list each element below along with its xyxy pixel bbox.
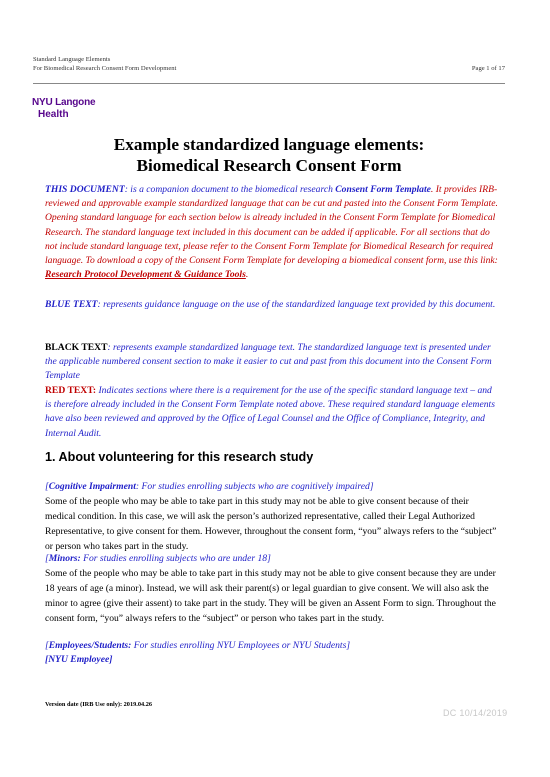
minors-body: Some of the people who may be able to take part in this study may not be able to give consent because they are under 18 years of age (a minor). Instead, we will ask their parent(s) or legal guardian to give consent. We will also ask the minor to agree (give their assent) to take part in the study. They will be given an Assent Form to sign. Throughout the consent form, “you” always refers to the “subject” or person who takes part in the study. bbox=[45, 568, 496, 625]
logo-line-2: Health bbox=[38, 109, 69, 120]
bracket-open: [ bbox=[45, 481, 49, 492]
header-doc-name: Standard Language Elements bbox=[33, 56, 111, 63]
intro-text-2: . It provides IRB-reviewed and approvable example standardized language that can be cut and pasted into the Consent Form Template. Opening standard language for each section below is already included in the Consent Form Template for Biomedical Research. The standard language text included in this document can be added if applicable. For all sections that do not include standard language text, please refer to the Consent Form Template for Biomedical Research for required language. To download a copy of the Consent Form Template for developing a biomedical consent form, use this link: bbox=[45, 184, 498, 267]
black-text-lead: BLACK TEXT bbox=[45, 342, 108, 353]
red-text-body: Indicates sections where there is a requirement for the use of the specific standard language text – and is therefore already included in the Consent Form Template noted above. These required standard language elements have also been reviewed and approved by the Office of Legal Counsel and the Office of Compliance, Integrity, and Internal Audit. bbox=[45, 385, 495, 439]
red-text-lead: RED TEXT: bbox=[45, 385, 97, 396]
intro-text-1: : is a companion document to the biomedical research bbox=[124, 184, 336, 195]
header-page-number: Page 1 of 17 bbox=[471, 65, 505, 72]
intro-text-3: . bbox=[245, 269, 249, 281]
minors-lead: Minors: bbox=[48, 553, 81, 564]
cognitive-guidance: : For studies enrolling subjects who are cognitively impaired] bbox=[135, 481, 374, 492]
intro-lead: THIS DOCUMENT bbox=[45, 184, 125, 195]
guidance-tools-link[interactable]: Research Protocol Development & Guidance Tools bbox=[45, 269, 246, 281]
running-header bbox=[33, 55, 505, 73]
black-text-legend bbox=[45, 341, 500, 384]
header-doc-subtitle: For Biomedical Research Consent Form Development bbox=[33, 65, 177, 72]
document-title bbox=[33, 134, 505, 176]
nyu-employee-subheading: [NYU Employee] bbox=[45, 654, 113, 666]
dc-date-stamp: DC 10/14/2019 bbox=[443, 708, 508, 718]
header-divider bbox=[33, 83, 505, 84]
section-1-heading: 1. About volunteering for this research study bbox=[45, 450, 314, 464]
nyu-langone-logo bbox=[32, 97, 94, 127]
employees-guidance: For studies enrolling NYU Employees or NYU Students] bbox=[131, 640, 351, 651]
red-text-legend bbox=[45, 384, 500, 441]
employees-lead: Employees/Students: bbox=[48, 640, 132, 651]
version-date-footer: Version date (IRB Use only): 2019.04.26 bbox=[45, 701, 152, 708]
bracket-open: [ bbox=[45, 640, 49, 651]
cognitive-body: Some of the people who may be able to take part in this study may not be able to give consent because of their medical condition. In this case, we will ask the person’s authorized representative, called their Legal Authorized Representative, to give consent for them. However, throughout the consent form, “you” always refers to the “subject” or person who takes part in the study. bbox=[45, 496, 497, 553]
minors-guidance: For studies enrolling subjects who are under 18] bbox=[80, 553, 271, 564]
cognitive-impairment-block bbox=[45, 480, 500, 554]
bracket-open: [ bbox=[45, 553, 49, 564]
blue-text-legend bbox=[45, 298, 500, 312]
cognitive-lead: Cognitive Impairment bbox=[48, 481, 136, 492]
blue-text-lead: BLUE TEXT bbox=[45, 299, 98, 310]
blue-text-body: : represents guidance language on the use of the standardized language text provided by this document. bbox=[97, 299, 496, 310]
intro-template-name: Consent Form Template bbox=[335, 184, 431, 195]
logo-line-1: NYU Langone bbox=[32, 97, 96, 108]
title-line-1: Example standardized language elements: bbox=[113, 135, 425, 154]
minors-block bbox=[45, 552, 500, 626]
intro-paragraph bbox=[45, 183, 500, 282]
employees-block bbox=[45, 639, 500, 667]
title-line-2: Biomedical Research Consent Form bbox=[136, 156, 402, 175]
black-text-body: : represents example standardized language text. The standardized language text is presented under the applicable numbered consent section to make it easier to cut and past from this document into the Consent Form Template bbox=[45, 342, 492, 382]
